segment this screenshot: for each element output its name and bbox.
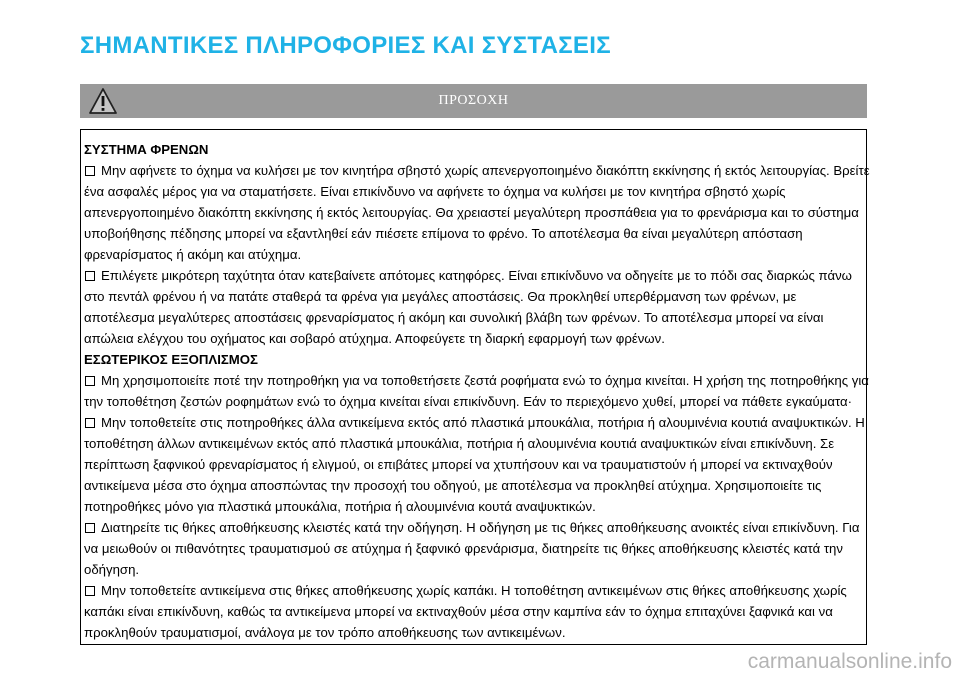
- list-item-text: Μην τοποθετείτε στις ποτηροθήκες άλλα αντικείμενα εκτός από πλαστικά μπουκάλια, ποτήρια ή αλουμινένια κουτιά αναψυκτικών. Η τοποθέτηση άλλων αντικειμένων εκτός από πλαστικά μπουκάλια, ποτήρια ή αλουμινένια κουτιά αναψυκτικών είναι επικίνδυνη. Σε περίπτωση ξαφνικού φρεναρίσματος ή ελιγμού, οι επιβάτες μπορεί να χτυπήσουν και να τραυματιστούν ή μπορεί να εκτιναχθούν αντικείμενα μέσα στο όχημα αποσπώντας την προσοχή του οδηγού, με αποτέλεσμα να προκληθεί ατύχημα. Χρησιμοποιείτε τις ποτηροθήκες μόνο για πλαστικά μπουκάλια, ποτήρια ή αλουμινένια κουτά αναψυκτικών.: [84, 415, 865, 514]
- watermark-logo: carmanualsonline.info: [747, 650, 952, 673]
- list-item: [84, 160, 870, 265]
- warning-label: ΠΡΟΣΟΧΗ: [438, 93, 509, 108]
- list-item: [84, 580, 870, 643]
- list-item: [84, 517, 870, 580]
- warning-header: [80, 84, 867, 118]
- list-item: [84, 370, 870, 412]
- list-item-text: Επιλέγετε μικρότερη ταχύτητα όταν κατεβαίνετε απότομες κατηφόρες. Είναι επικίνδυνο να οδηγείτε με το πόδι σας διαρκώς πάνω στο πεντάλ φρένου ή να πατάτε σταθερά τα φρένα για μεγάλες αποστάσεις. Θα προκληθεί υπερθέρμανση των φρένων, με αποτέλεσμα μεγαλύτερες αποστάσεις φρεναρίσματος ή ακόμη και συνολική βλάβη των φρένων. Το αποτέλεσμα μπορεί να είναι απώλεια ελέγχου του οχήματος και σοβαρό ατύχημα. Αποφεύγετε τη διαρκή εφαρμογή των φρένων.: [84, 268, 852, 346]
- list-item-text: Μην αφήνετε το όχημα να κυλήσει με τον κινητήρα σβηστό χωρίς απενεργοποιημένο διακόπτη εκκίνησης ή εκτός λειτουργίας. Βρείτε ένα ασφαλές μέρος για να σταματήσετε. Είναι επικίνδυνο να αφήνετε το όχημα να κυλήσει με τον κινητήρα σβηστό χωρίς απενεργοποιημένο διακόπτη εκκίνησης ή εκτός λειτουργίας. Θα χρειαστεί μεγαλύτερη προσπάθεια για το φρενάρισμα και το σύστημα υποβοήθησης πέδησης μπορεί να εξαντληθεί εάν πιέσετε επίμονα το φρένο. Το αποτέλεσμα θα είναι μεγαλύτερη απόσταση φρεναρίσματος ή ακόμη και ατύχημα.: [84, 163, 870, 262]
- checkbox-bullet-icon: [85, 271, 95, 281]
- section-heading-interior: ΕΣΩΤΕΡΙΚΟΣ ΕΞΟΠΛΙΣΜΟΣ: [84, 352, 258, 367]
- checkbox-bullet-icon: [85, 376, 95, 386]
- list-item-text: Μην τοποθετείτε αντικείμενα στις θήκες αποθήκευσης χωρίς καπάκι. Η τοποθέτηση αντικειμένων στις θήκες αποθήκευσης χωρίς καπάκι είναι επικίνδυνη, καθώς τα αντικείμενα μπορεί να εκτιναχθούν μέσα στην καμπίνα εάν το όχημα επιταχύνει ξαφνικά και να προκληθούν τραυματισμοί, ανάλογα με τον τρόπο αποθήκευσης των αντικειμένων.: [84, 583, 847, 640]
- list-item-text: Διατηρείτε τις θήκες αποθήκευσης κλειστές κατά την οδήγηση. Η οδήγηση με τις θήκες αποθήκευσης ανοικτές είναι επικίνδυνη. Για να μειωθούν οι πιθανότητες τραυματισμού σε ατύχημα ή ξαφνικό φρενάρισμα, διατηρείτε τις θήκες αποθήκευσης κλειστές κατά την οδήγηση.: [84, 520, 860, 577]
- warning-content: [84, 139, 870, 643]
- warning-content-box: [80, 129, 870, 645]
- list-item: [84, 412, 870, 517]
- section-heading-brakes: ΣΥΣΤΗΜΑ ΦΡΕΝΩΝ: [84, 142, 209, 157]
- checkbox-bullet-icon: [85, 586, 95, 596]
- list-item-text: Μη χρησιμοποιείτε ποτέ την ποτηροθήκη για να τοποθετήσετε ζεστά ροφήματα ενώ το όχημα κινείται. Η χρήση της ποτηροθήκης για την τοποθέτηση ζεστών ροφημάτων ενώ το όχημα κινείται είναι επικίνδυνη. Εάν το περιεχόμενο χυθεί, μπορεί να πάθετε εγκαύματα·: [84, 373, 869, 409]
- page-title: ΣΗΜΑΝΤΙΚΕΣ ΠΛΗΡΟΦΟΡΙΕΣ ΚΑΙ ΣΥΣΤΑΣΕΙΣ: [80, 32, 611, 59]
- list-item: [84, 265, 870, 349]
- checkbox-bullet-icon: [85, 523, 95, 533]
- checkbox-bullet-icon: [85, 166, 95, 176]
- checkbox-bullet-icon: [85, 418, 95, 428]
